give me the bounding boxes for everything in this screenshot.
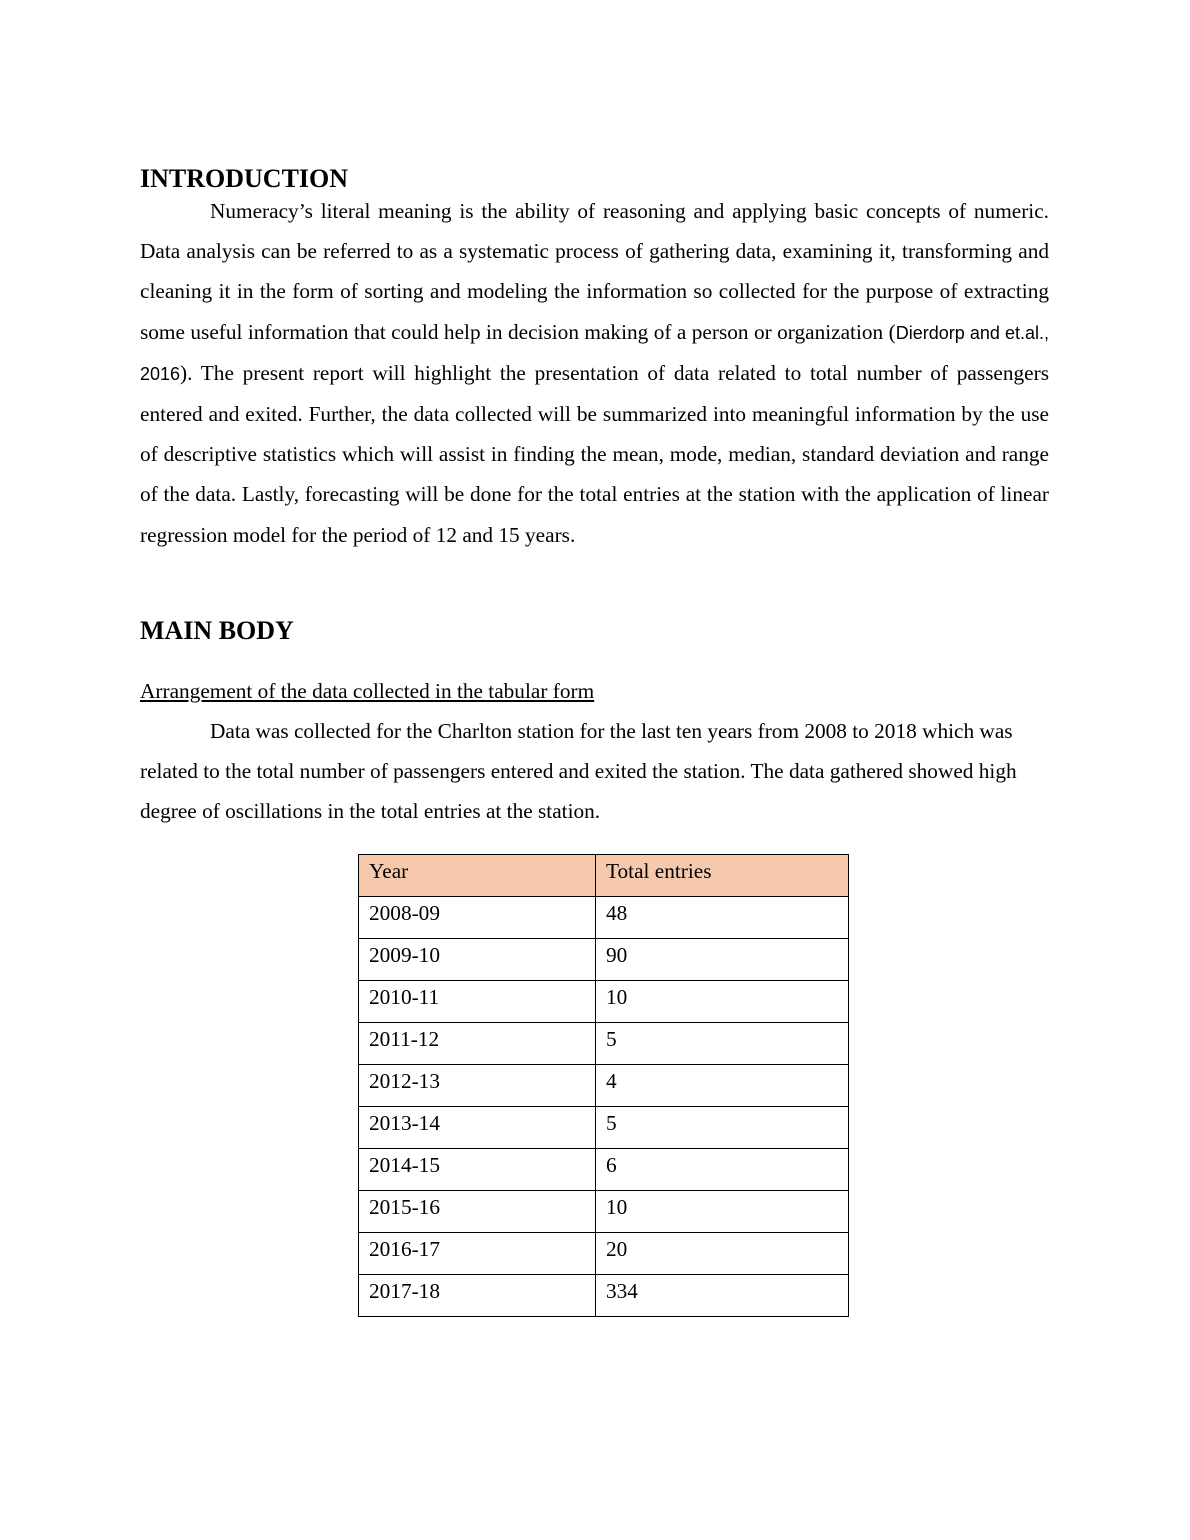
table-row <box>359 1149 849 1191</box>
cell-total-entries: 5 <box>596 1107 849 1149</box>
cell-total-entries: 6 <box>596 1149 849 1191</box>
introduction-heading: INTRODUCTION <box>140 164 349 193</box>
header-year: Year <box>359 855 596 897</box>
introduction-paragraph <box>140 191 1049 555</box>
cell-total-entries: 4 <box>596 1065 849 1107</box>
cell-year: 2014-15 <box>359 1149 596 1191</box>
cell-year: 2009-10 <box>359 939 596 981</box>
cell-year: 2012-13 <box>359 1065 596 1107</box>
cell-year: 2010-11 <box>359 981 596 1023</box>
cell-year: 2017-18 <box>359 1275 596 1317</box>
cell-year: 2008-09 <box>359 897 596 939</box>
table-row <box>359 1065 849 1107</box>
table-row <box>359 897 849 939</box>
table-row <box>359 1191 849 1233</box>
table-row <box>359 939 849 981</box>
cell-year: 2016-17 <box>359 1233 596 1275</box>
cell-total-entries: 5 <box>596 1023 849 1065</box>
cell-total-entries: 90 <box>596 939 849 981</box>
cell-total-entries: 10 <box>596 1191 849 1233</box>
cell-total-entries: 20 <box>596 1233 849 1275</box>
cell-year: 2015-16 <box>359 1191 596 1233</box>
table-header-row <box>359 855 849 897</box>
cell-total-entries: 10 <box>596 981 849 1023</box>
data-collection-paragraph <box>140 711 1049 832</box>
table-row <box>359 1023 849 1065</box>
table-row <box>359 1233 849 1275</box>
intro-citation: Dierdorp and et.al., 2016 <box>140 322 1049 384</box>
cell-year: 2013-14 <box>359 1107 596 1149</box>
cell-total-entries: 48 <box>596 897 849 939</box>
table-section-subheading: Arrangement of the data collected in the tabular form <box>140 679 595 703</box>
header-total-entries: Total entries <box>596 855 849 897</box>
table-row <box>359 981 849 1023</box>
table-row <box>359 1107 849 1149</box>
intro-text-before-citation: Numeracy’s literal meaning is the ability of reasoning and applying basic concepts of numeric. Data analysis can be referred to as a systematic process of gathering data, examining it, transforming and cleaning it in the form of sorting and modeling the information so collected for the purpose of extracting some useful information that could help in decision making of a person or organization ( <box>140 199 1049 344</box>
entries-table <box>358 854 849 1317</box>
table-row <box>359 1275 849 1317</box>
cell-total-entries: 334 <box>596 1275 849 1317</box>
cell-year: 2011-12 <box>359 1023 596 1065</box>
main-body-heading: MAIN BODY <box>140 616 294 645</box>
intro-text-after-citation: ). The present report will highlight the presentation of data related to total number of passengers entered and exited. Further, the data collected will be summarized into meaningful information by the use of descriptive statistics which will assist in finding the mean, mode, median, standard deviation and range of the data. Lastly, forecasting will be done for the total entries at the station with the application of linear regression model for the period of 12 and 15 years. <box>140 360 1049 547</box>
data-collection-text: Data was collected for the Charlton station for the last ten years from 2008 to 2018 which was related to the total number of passengers entered and exited the station. The data gathered showed high degree of oscillations in the total entries at the station. <box>140 719 1017 824</box>
